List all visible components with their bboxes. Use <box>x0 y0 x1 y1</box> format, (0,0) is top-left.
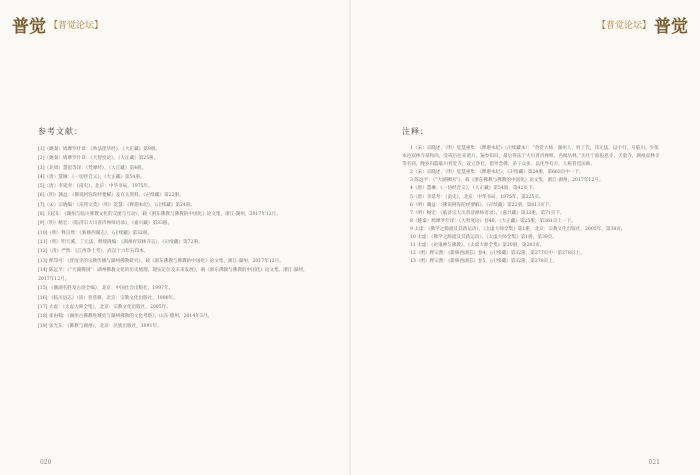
reference-item: [8] 王起东：《湖州与临川佛教文化的交流与互动》，载《浙东佛教与佛教的中国化》论文集，浙江·湖州，2017年12月。 <box>38 212 281 218</box>
reference-item: [6]（明）蕅益：《佛说阿弥陀经要解》及有关资料，《卍续藏》第22册。 <box>38 193 184 199</box>
notes-title: 注释： <box>402 127 429 136</box>
note-item: 6（明）蕅益：《佛说阿弥陀经要解》，《卍续藏》第22册，第813页下。 <box>410 202 554 208</box>
brand-logo: 普觉 <box>12 17 46 37</box>
note-item: 11 太虚：《论鬼神与佛教》，《太虚大师全集》第20册，第283页。 <box>410 243 545 249</box>
column-name: 【普觉论坛】 <box>596 21 651 31</box>
reference-item: [1]（姚秦）鸠摩罗什译：《妙法莲华经》，《大正藏》第9册。 <box>38 147 160 152</box>
reference-item: [9]（明）畅宏：《临济宗大川普济禅师语录》，《嘉兴藏》第33册。 <box>38 221 173 227</box>
note-item: 4（唐）慧琳：《一切经音义》，《大正藏》第54册，第42页下。 <box>410 186 538 192</box>
notes-list <box>402 145 662 266</box>
note-item: 1（宋）宗晓述，（明）觉慧重集：《释迦本纪》（卍续藏本）：“普觉大师，湖州人，姓丁氏，讳元法，以字行，号临川。少依本邑双林寺某和尚，受戒后往来诸方，遍参知识，最后得法于大川普济禅师，名闻丛林。”历住宁波报恩寺、天童寺、湖州双林寺等名刹，晚岁归隐临川普觉寺，设立净社，倡导念佛，弟子众多，以化导有方，人称普觉法师。 <box>402 146 660 168</box>
right-page-header <box>597 12 688 37</box>
note-item: 5（唐）李延寿：《南史》，北京：中华书局，1975年，第225页。 <box>410 194 544 200</box>
note-item: 12（明）释宗然：《新修西湖志》卷4，《卍续藏》第32册，第277页中一第278页上。 <box>410 251 585 257</box>
column-name: 【普觉论坛】 <box>49 21 104 31</box>
brand-logo: 普觉 <box>654 17 688 37</box>
page-fold <box>349 0 351 475</box>
right-page-number: 021 <box>648 459 660 466</box>
reference-item: [7]（宋）宗晓编：《乐邦文类》（明）觉慧：《释迦本纪》，《卍续藏》第24册。 <box>38 202 196 208</box>
reference-item: [15] 《潮湖名胜及古迹全编》，北京：中国社会出版社，1997年。 <box>38 286 174 292</box>
left-page-header <box>12 12 103 37</box>
reference-item: [10]（明）释宗然：《新修西湖志》，《卍续藏》第32册。 <box>38 230 153 236</box>
note-item: 10 太虚：《佛学之源流及其新运动》，《太虚大师全集》第1册，第39页。 <box>410 235 557 241</box>
reference-item: [13] 释印可：《普度寺的宗教传播与湖州佛教研究》，载《浙东佛教与佛教的中国化》论文集，浙江·湖州，2017年12月。 <box>38 258 284 264</box>
reference-item: [11]（明）明天溪、丁元法、释瑞隆编：《湖州府双林寺志》，《卍续藏》第72册。 <box>38 239 203 245</box>
references-section <box>38 126 313 331</box>
reference-item: [18] 张由翰：《湖州古佛教进城史与湖州佛教的文化考察》，山东·德州，2014年3月。 <box>38 314 212 320</box>
note-item: 8（姚秦）鸠摩罗什译：《大智度论》卷40，《大正藏》第25册，第361页上一下。 <box>410 218 576 224</box>
note-item: 3 陈远平：《“大湖佛国”》，载《浙东佛教与佛教的中国化》论文集，浙江·湖州，2017年12月。 <box>410 178 604 184</box>
reference-item: [5]（唐）李延寿：《南史》，北京：中华书局，1975年。 <box>38 184 153 190</box>
notes-section <box>402 126 662 266</box>
reference-item: [14] 陈远平：《“大湖佛国”：湖州佛教文化的历史梳理、现实定位及未来发展》，载《浙东佛教与佛教的中国化》论文集，浙江·湖州，2017年12月。 <box>38 267 308 283</box>
reference-item: [12]（清）严然：《江西净土考》，武汉十六年石印本。 <box>38 249 149 255</box>
references-list <box>38 145 313 331</box>
reference-item: [4]（唐）慧琳：《一切经音义》，《大正藏》第54册。 <box>38 174 145 180</box>
reference-item: [19] 张光东：《佛教与湖州》，北京：民族出版社，1991年。 <box>38 323 162 329</box>
left-page-number: 020 <box>40 459 52 466</box>
note-item: 2（宋）宗晓述，（明）觉慧重集：《释迦本纪》，《卍续藏》第24册，第663页中一下。 <box>410 170 584 176</box>
note-item: 7（明）畅宏：《临济宗大川普济禅师语录》，《嘉兴藏》第33册，第71页下。 <box>410 210 565 216</box>
reference-item: [2]（姚秦）鸠摩罗什译：《大智度论》，《大正藏》第25册。 <box>38 156 159 162</box>
reference-item: [16] 《临川县志》（清）普慈修，北京：宗教文化出版社，1990年。 <box>38 295 178 301</box>
references-title: 参考文献： <box>38 127 83 136</box>
note-item: 13（明）释宗然：《新修西湖志》卷5，《卍续藏》第32册，第278页上。 <box>410 259 558 265</box>
reference-item: [3]（北周）慧思等译：《梵摩经》，《大正藏》第4册。 <box>38 165 147 171</box>
note-item: 9 太虚：《佛学之源流及其新运动》，《太虚大师全集》第1册，北京：宗教文化出版社，2005年，第38页。 <box>410 226 626 232</box>
reference-item: [17] 太虚：《太虚大师全集》，北京：宗教文化出版社，2005年。 <box>38 305 171 311</box>
